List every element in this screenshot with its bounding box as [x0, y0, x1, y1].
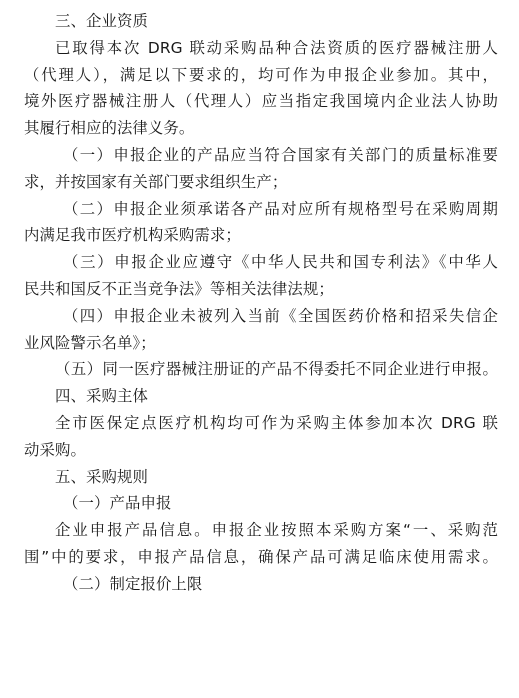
- requirement-item-cont: 内满足我市医疗机构采购需求；: [24, 226, 241, 245]
- requirement-item: （五）同一医疗器械注册证的产品不得委托不同企业进行申报。: [55, 360, 498, 379]
- requirement-item: （四）申报企业未被列入当前《全国医药价格和招采失信企: [63, 306, 498, 325]
- paragraph-line: 其履行相应的法律义务。: [24, 119, 195, 138]
- section-heading: 四、采购主体: [55, 387, 148, 406]
- paragraph-line: 已取得本次 DRG 联动采购品种合法资质的医疗器械注册人: [55, 38, 498, 57]
- section-heading: 三、企业资质: [55, 12, 148, 30]
- requirement-item: （一）申报企业的产品应当符合国家有关部门的质量标准要: [63, 145, 498, 164]
- paragraph-line: 围”中的要求，申报产品信息，确保产品可满足临床使用需求。: [24, 547, 498, 566]
- section-heading: 五、采购规则: [55, 467, 148, 486]
- paragraph-line: 动采购。: [24, 440, 86, 459]
- requirement-item-cont: 业风险警示名单》；: [24, 333, 156, 352]
- subsection-heading: （二）制定报价上限: [63, 574, 203, 593]
- requirement-item: （三）申报企业应遵守《中华人民共和国专利法》《中华人: [63, 253, 498, 272]
- requirement-item: （二）申报企业须承诺各产品对应所有规格型号在采购周期: [63, 199, 498, 218]
- document-body: [24, 8, 498, 598]
- paragraph-line: 境外医疗器械注册人（代理人）应当指定我国境内企业法人协助: [24, 92, 498, 111]
- paragraph-line: 全市医保定点医疗机构均可作为采购主体参加本次 DRG 联: [55, 413, 498, 432]
- requirement-item-cont: 求，并按国家有关部门要求组织生产；: [24, 172, 288, 191]
- requirement-item-cont: 民共和国反不正当竞争法》等相关法律法规；: [24, 279, 334, 298]
- paragraph-line: （代理人），满足以下要求的，均可作为申报企业参加。其中，: [24, 65, 498, 84]
- paragraph-line: 企业申报产品信息。申报企业按照本采购方案“一、采购范: [55, 521, 498, 540]
- subsection-heading: （一）产品申报: [63, 494, 172, 513]
